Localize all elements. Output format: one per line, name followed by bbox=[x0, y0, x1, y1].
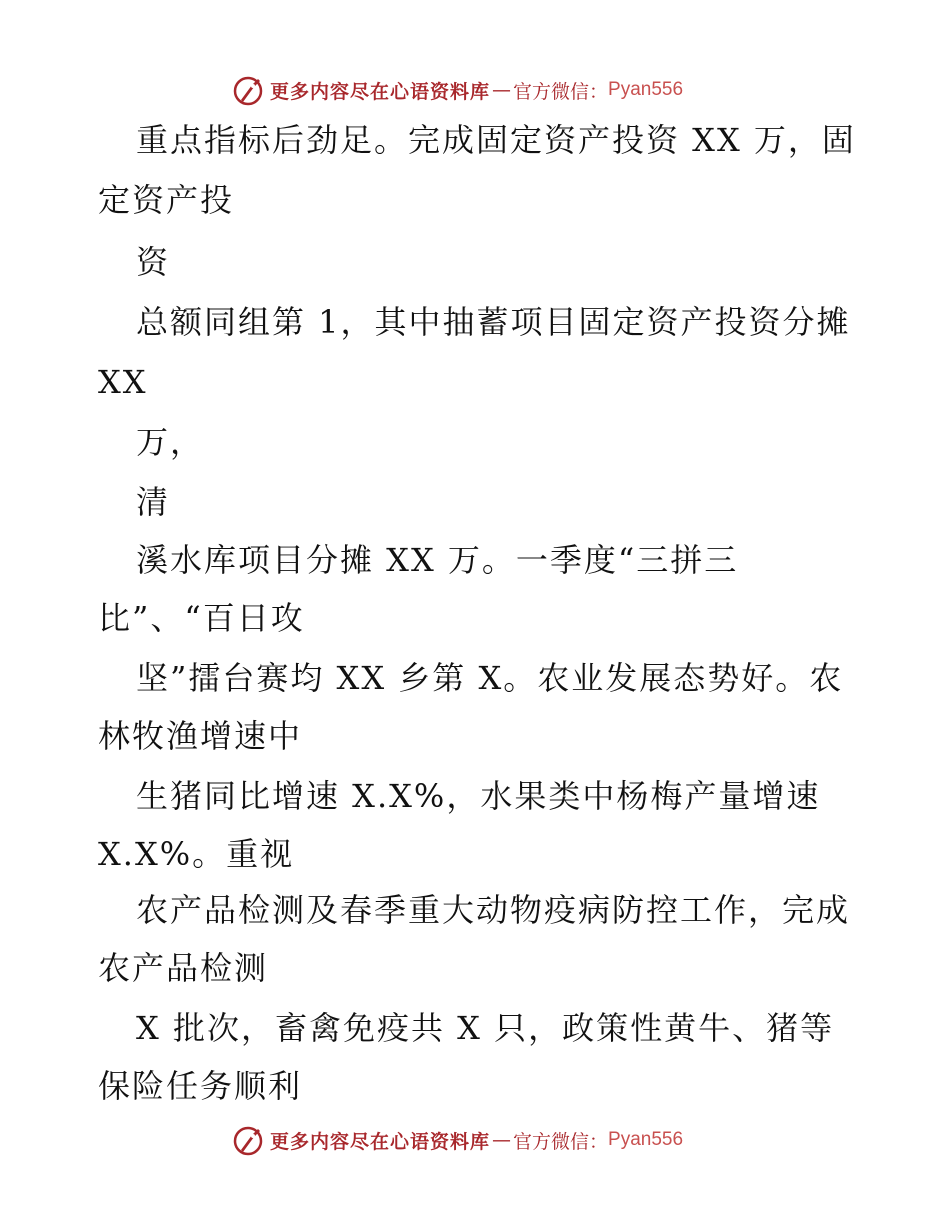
text-line: 保险任务顺利 bbox=[98, 1067, 303, 1105]
wechat-label: 官方微信： bbox=[513, 80, 609, 103]
text-line: XX bbox=[98, 363, 148, 401]
wechat-id: Pyan556 bbox=[608, 1129, 684, 1150]
text-line: X.X%。重视 bbox=[98, 835, 295, 873]
text-line: 资 bbox=[136, 243, 171, 281]
pen-logo-icon bbox=[232, 1123, 266, 1157]
brand-text: 更多内容尽在心语资料库 bbox=[270, 80, 491, 103]
wechat-label: 官方微信： bbox=[513, 1130, 609, 1153]
text-line: 重点指标后劲足。完成固定资产投资 XX 万，固 bbox=[136, 121, 856, 159]
separator-dash: — bbox=[492, 79, 512, 101]
text-line: 生猪同比增速 X.X%，水果类中杨梅产量增速 bbox=[136, 777, 821, 815]
text-line: 万， bbox=[136, 423, 205, 461]
text-line: 总额同组第 1，其中抽蓄项目固定资产投资分摊 bbox=[136, 303, 851, 341]
text-line: 比”、“百日攻 bbox=[98, 599, 305, 637]
wechat-id: Pyan556 bbox=[608, 79, 684, 100]
pen-logo-icon bbox=[232, 73, 266, 107]
text-line: 坚”擂台赛均 XX 乡第 X。农业发展态势好。农 bbox=[136, 659, 844, 697]
text-line: 定资产投 bbox=[98, 181, 235, 219]
separator-dash: — bbox=[492, 1129, 512, 1151]
brand-text: 更多内容尽在心语资料库 bbox=[270, 1130, 491, 1153]
text-line: 农产品检测及春季重大动物疫病防控工作，完成 bbox=[136, 891, 851, 929]
text-line: 溪水库项目分摊 XX 万。一季度“三拼三 bbox=[136, 541, 739, 579]
text-line: 农产品检测 bbox=[98, 949, 269, 987]
text-line: 林牧渔增速中 bbox=[98, 717, 303, 755]
text-line: X 批次，畜禽免疫共 X 只，政策性黄牛、猪等 bbox=[136, 1009, 835, 1047]
footer-banner bbox=[0, 1120, 950, 1160]
text-line: 清 bbox=[136, 483, 171, 521]
header-banner bbox=[0, 70, 950, 110]
